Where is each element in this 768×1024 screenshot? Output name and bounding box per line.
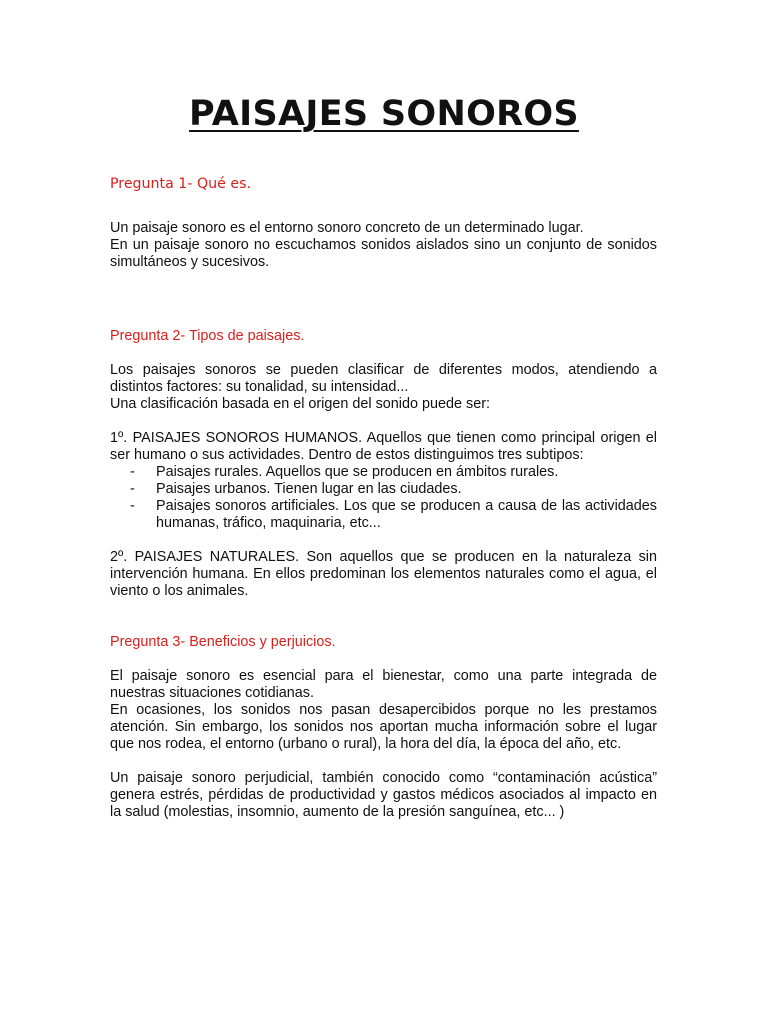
question-1-title: - Qué es. bbox=[187, 176, 252, 192]
dash-bullet: - bbox=[130, 481, 135, 497]
natural-soundscapes-paragraph: 2º. PAISAJES NATURALES. Son aquellos que se producen en la naturaleza sin intervención humana. En ellos predominan los elementos naturales como el agua, el viento o los animales. bbox=[110, 549, 657, 599]
dash-bullet: - bbox=[130, 464, 135, 480]
question-1-label: Pregunta 1 bbox=[110, 176, 188, 192]
human-soundscapes-paragraph: 1º. PAISAJES SONOROS HUMANOS. Aquellos que tienen como principal origen el ser humano o sus actividades. Dentro de estos distinguimos tres subtipos: bbox=[110, 430, 657, 463]
question-1-heading bbox=[110, 176, 657, 193]
subtype-urban: Paisajes urbanos. Tienen lugar en las ciudades. bbox=[156, 481, 462, 497]
subtype-rural: Paisajes rurales. Aquellos que se producen en ámbitos rurales. bbox=[156, 464, 559, 480]
q3-paragraph-3: Un paisaje sonoro perjudicial, también conocido como “contaminación acústica” genera estrés, pérdidas de productividad y gastos médicos asociados al impacto en la salud (molestias, insomnio, aumento de la presión sanguínea, etc... ) bbox=[110, 770, 657, 820]
dash-bullet: - bbox=[130, 498, 135, 514]
subtype-artificial: Paisajes sonoros artificiales. Los que se producen a causa de las actividades humanas, tráfico, maquinaria, etc... bbox=[156, 498, 657, 531]
q1-paragraph-2: En un paisaje sonoro no escuchamos sonidos aislados sino un conjunto de sonidos simultáneos y sucesivos. bbox=[110, 237, 657, 270]
question-2-heading: Pregunta 2- Tipos de paisajes. bbox=[110, 328, 305, 344]
document-body bbox=[110, 176, 657, 821]
q2-classification-line: Una clasificación basada en el origen del sonido puede ser: bbox=[110, 396, 491, 412]
list-item bbox=[110, 498, 657, 532]
q3-paragraph-2: En ocasiones, los sonidos nos pasan desapercibidos porque no les prestamos atención. Sin embargo, los sonidos nos aportan mucha información sobre el lugar que nos rodea, el entorno (urbano o rural), la hora del día, la época del año, etc. bbox=[110, 702, 657, 752]
page-title: PAISAJES SONOROS bbox=[189, 94, 579, 134]
subtypes-list bbox=[110, 464, 657, 532]
list-item bbox=[110, 481, 657, 498]
q2-intro-paragraph: Los paisajes sonoros se pueden clasificar de diferentes modos, atendiendo a distintos factores: su tonalidad, su intensidad... bbox=[110, 362, 657, 395]
list-item bbox=[110, 464, 657, 481]
question-3-heading: Pregunta 3- Beneficios y perjuicios. bbox=[110, 634, 336, 650]
q1-paragraph-1: Un paisaje sonoro es el entorno sonoro concreto de un determinado lugar. bbox=[110, 220, 584, 236]
q3-paragraph-1: El paisaje sonoro es esencial para el bienestar, como una parte integrada de nuestras situaciones cotidianas. bbox=[110, 668, 657, 701]
